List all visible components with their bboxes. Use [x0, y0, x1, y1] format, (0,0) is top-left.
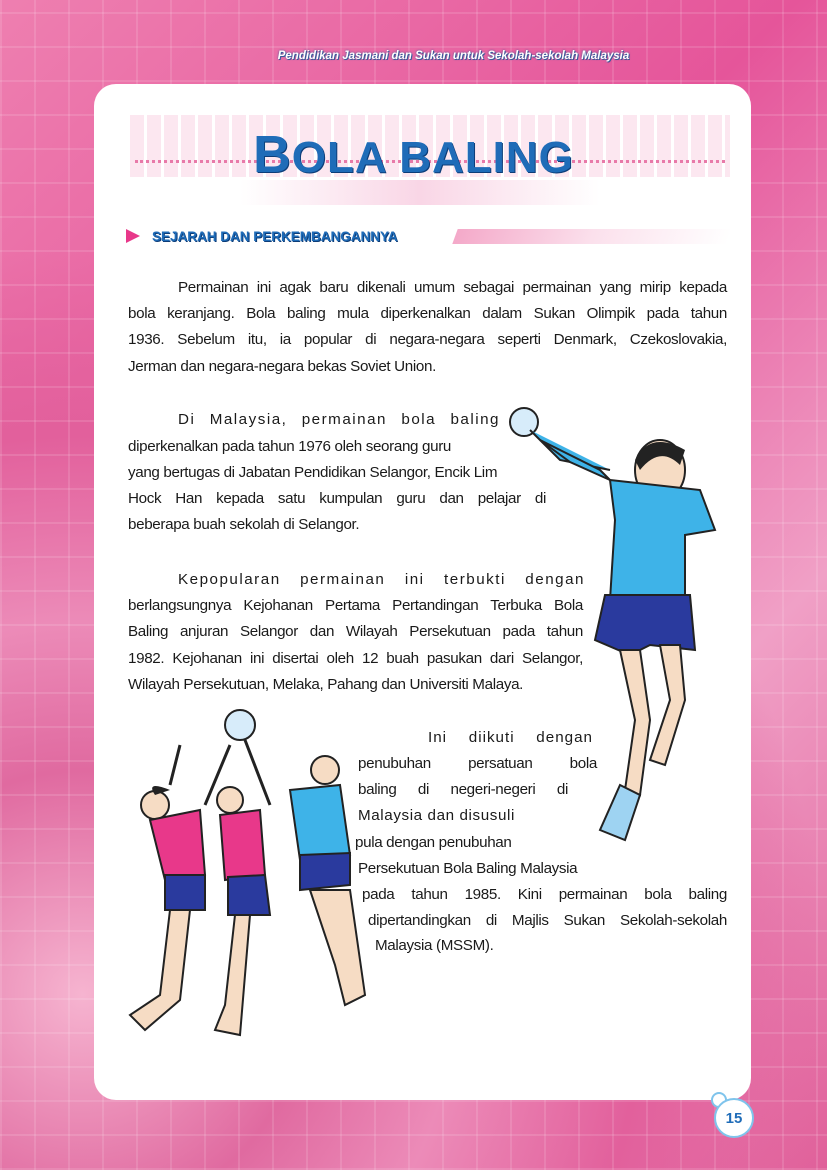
p2-line: yang bertugas di Jabatan Pendidikan Selangor, Encik Lim	[128, 464, 498, 481]
three-players-illustration	[110, 705, 390, 1055]
section-bar	[452, 229, 732, 244]
p3-line: 1982. Kejohanan ini disertai oleh 12 buah pasukan dari Selangor,	[128, 650, 583, 667]
p4-line: penubuhan persatuan bola	[358, 755, 597, 772]
p2-line: diperkenalkan pada tahun 1976 oleh seorang guru	[128, 438, 452, 455]
p4-line: pada tahun 1985. Kini permainan bola baling	[362, 886, 727, 903]
p2-line: Di Malaysia, permainan bola baling	[178, 411, 500, 428]
p4-line: pula dengan penubuhan	[355, 834, 512, 851]
section-title: SEJARAH DAN PERKEMBANGANNYA	[152, 228, 398, 244]
p4-line: dipertandingkan di Majlis Sukan Sekolah-sekolah	[368, 912, 727, 929]
p4-line: baling di negeri-negeri di	[358, 781, 568, 798]
p3-line: Kepopularan permainan ini terbukti dengan	[178, 571, 585, 588]
running-header: Pendidikan Jasmani dan Sukan untuk Sekolah-sekolah Malaysia	[277, 50, 630, 62]
p1-line: Permainan ini agak baru dikenali umum sebagai permainan yang mirip kepada	[178, 279, 727, 296]
page-title	[0, 125, 827, 185]
section-heading	[126, 227, 398, 245]
page-number: 15	[714, 1098, 754, 1138]
p3-line: Wilayah Persekutuan, Melaka, Pahang dan Universiti Malaya.	[128, 676, 524, 693]
p2-line: Hock Han kepada satu kumpulan guru dan pelajar di	[128, 490, 546, 507]
p4-line: Ini diikuti dengan	[428, 729, 593, 746]
p4-line: Malaysia (MSSM).	[375, 937, 494, 954]
p1-line: 1936. Sebelum itu, ia popular di negara-negara seperti Denmark, Czekoslovakia,	[128, 331, 727, 348]
title-initial: B	[253, 126, 292, 184]
triangle-icon	[126, 229, 140, 243]
p3-line: berlangsungnya Kejohanan Pertama Pertandingan Terbuka Bola	[128, 597, 583, 614]
jumping-player-illustration	[500, 400, 730, 850]
p4-line: Persekutuan Bola Baling Malaysia	[358, 860, 578, 877]
p2-line: beberapa buah sekolah di Selangor.	[128, 516, 360, 533]
p3-line: Baling anjuran Selangor dan Wilayah Persekutuan pada tahun	[128, 623, 583, 640]
p4-line: Malaysia dan disusuli	[358, 807, 515, 824]
p1-line: Jerman dan negara-negara bekas Soviet Union.	[128, 358, 436, 375]
title-rest: OLA BALING	[291, 133, 574, 182]
p1-line: bola keranjang. Bola baling mula diperkenalkan dalam Sukan Olimpik pada tahun	[128, 305, 727, 322]
